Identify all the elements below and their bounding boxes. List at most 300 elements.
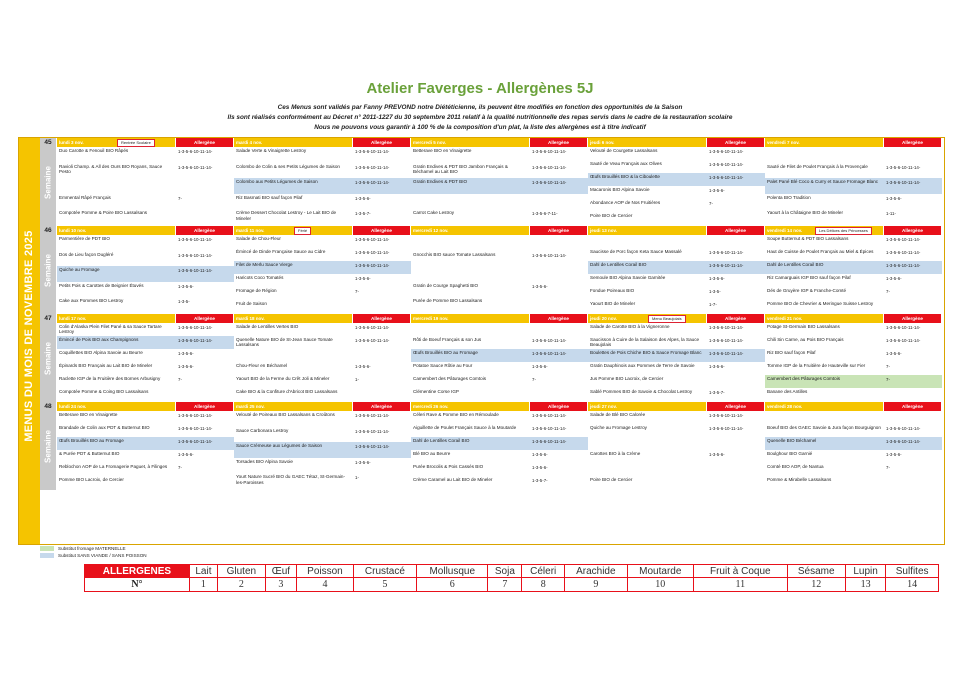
day-column (234, 226, 411, 314)
allergen-column-header: Allergène (884, 226, 941, 235)
dish-name: Colin d'Alaska Plein Filet Pané & sa Sauce Tartare Lestroy (59, 324, 162, 335)
dish-name: Soupe Butternut & PDT BIO Lassalsans (767, 236, 849, 241)
day-column (588, 138, 765, 226)
dish-name: Macaronis BIO Alpina Savoie (590, 187, 650, 192)
menu-row (57, 178, 234, 194)
dish-allergens: 1-3-5-6-10-11-14- (178, 413, 213, 418)
dish-allergens: 7- (178, 377, 182, 382)
dish-name: Carottes BIO à la Crème (590, 451, 641, 456)
allergen-column-header: Allergène (707, 138, 764, 147)
week-block (40, 314, 944, 402)
dish-name: Potatoe Sauce Rôtie au Four (413, 363, 473, 368)
menu-row (234, 147, 411, 163)
dish-allergens: 1-3-5-6-10-11-14- (886, 325, 921, 330)
dish-name: Œufs Brouillés BIO au Fromage (413, 350, 478, 355)
dish-name: Salade de Chou-Fleur (236, 236, 281, 241)
dish-allergens: 1-3-5- (178, 299, 190, 305)
dish-allergens: 1-7- (709, 302, 717, 307)
dish-name: Compotée Pomme & Poire BIO Lassalsans (59, 210, 148, 216)
dish-allergens: 1-3-5-6-10-11-14- (355, 180, 390, 186)
menu-row (588, 212, 765, 225)
day-header (411, 138, 529, 147)
dish-allergens: 1-3-5-6-10-11-14- (886, 263, 921, 268)
allergen-column-header: Allergène (353, 402, 410, 411)
dish-allergens: 1-3-5-6- (355, 276, 371, 281)
allergen-column-header: Allergène (353, 226, 410, 235)
dish-allergens: 1-3-5- (709, 289, 721, 294)
dish-allergens: 7- (178, 465, 182, 470)
dish-allergens: 1-3-5-6- (709, 188, 725, 193)
dish-name: & Purée PDT & Butternut BIO (59, 451, 120, 456)
week-label: Semaine (43, 166, 53, 199)
day-header (765, 226, 883, 235)
day-column (234, 314, 411, 402)
dish-name: Yaourt à la Châtaigne BIO de Mineler (767, 210, 844, 216)
menu-row (765, 388, 942, 401)
menu-row (588, 287, 765, 300)
menu-row (765, 235, 942, 248)
dish-name: Pomme & Mirabelle Lassalsans (767, 477, 832, 482)
menu-row (588, 388, 765, 401)
allergen-name: Crustacé (353, 565, 416, 578)
menu-row (588, 450, 765, 463)
allergen-name: Sulfites (886, 565, 939, 578)
week-side (40, 314, 56, 402)
menu-row (57, 235, 234, 251)
dish-name: Quenelle BIO Béchamel (767, 438, 817, 443)
day-date: mercredi 26 nov. (413, 404, 449, 409)
menu-row (765, 178, 942, 194)
allergen-number: 12 (787, 578, 845, 592)
dish-name: Velouté de Poireaux BIO Lassalsans & Croûtons (236, 412, 335, 417)
dish-allergens: 1-3-5-6-10-11-14- (532, 351, 567, 356)
dish-name: Brandade de Colin aux PDT & Butternut BIO (59, 425, 150, 430)
menu-row (765, 248, 942, 261)
dish-name: Fromage de Région (236, 288, 277, 293)
dish-allergens: 1-3-5-6-10-11-14- (886, 338, 921, 343)
dish-name: Riz Camarguais IGP BIO sauf façon Pilaf (767, 275, 851, 280)
dish-allergens: 1-3-5-6-10-11-14- (886, 180, 921, 186)
menu-row (765, 261, 942, 274)
month-label: MENUS DU MOIS DE NOVEMBRE 2025 (23, 230, 35, 442)
menu-row (411, 463, 588, 476)
menu-row (588, 235, 765, 248)
dish-name: Dahl de Lentilles Corail BIO (767, 262, 824, 267)
dish-name: Emmental Râpé Français (59, 194, 111, 200)
menu-row (57, 437, 234, 450)
dish-allergens: 1-3-5-6-10-11-14- (178, 252, 213, 258)
day-date: mercredi 12 nov. (413, 228, 449, 233)
menu-row (588, 274, 765, 287)
dish-name: Colombo de Colin & ses Petits Légumes de Saison (236, 163, 340, 169)
dish-name: Clémentine Corse IGP (413, 389, 459, 394)
menu-row (765, 463, 942, 476)
menu-row (765, 450, 942, 463)
allergen-number: 5 (353, 578, 416, 592)
dish-name: Ravioli Champ. & All des Ours BIO Royans, Sauce Pesto (59, 163, 163, 174)
dish-allergens: 7- (886, 364, 890, 369)
week-block (40, 138, 944, 226)
menu-row (57, 388, 234, 401)
menu-row (234, 349, 411, 362)
day-header (588, 226, 706, 235)
day-header (57, 402, 175, 411)
menu-row (57, 336, 234, 349)
allergen-header-cell: ALLERGENES (85, 565, 190, 578)
menu-row (234, 235, 411, 248)
dish-name: Palet Pané Blé Coco & Curry et Sauce Fromage Blanc (767, 179, 879, 185)
menu-row (57, 251, 234, 267)
day-date: jeudi 27 nov. (590, 404, 617, 409)
day-column (765, 314, 942, 402)
dish-name: Émincé de Pois BIO aux Champignons (59, 337, 139, 342)
allergen-number: 9 (565, 578, 627, 592)
dish-name: Fruit de Saison (236, 301, 267, 306)
allergen-number: 3 (265, 578, 296, 592)
menu-row (57, 297, 234, 313)
day-date: mercredi 19 nov. (413, 316, 449, 321)
day-header (57, 314, 175, 323)
menu-row (588, 261, 765, 274)
allergen-column-header: Allergène (176, 138, 233, 147)
dish-name: Reblochon AOP de La Fromagerie Paguet, à Filinges (59, 464, 168, 469)
allergen-column-header: Allergène (353, 138, 410, 147)
dish-name: Saucisse de Porc façon Keta Sauce Massalé (590, 249, 682, 254)
day-column (57, 226, 234, 314)
dish-name: Rôti de Boeuf Français & son Jus (413, 337, 482, 342)
allergen-names-row (85, 565, 939, 578)
allergen-number: 2 (217, 578, 265, 592)
dish-allergens: 1-3-5-6-10-11-14- (178, 439, 213, 444)
dish-name: Dés de Gruyère IGP & Franche-Comté (767, 288, 847, 293)
week-number: 48 (44, 403, 52, 410)
dish-name: Quenelle Nature BIO de St-Jean Sauce Tomate Lassalsans (236, 337, 333, 348)
menu-row (588, 199, 765, 212)
menu-row (765, 163, 942, 179)
dish-name: Quiche au Fromage (59, 267, 100, 273)
allergen-number: 1 (189, 578, 217, 592)
day-column (411, 226, 588, 314)
day-column (765, 402, 942, 490)
day-date: jeudi 6 nov. (590, 140, 615, 145)
menu-row (765, 336, 942, 349)
dish-name: Banane des Antilles (767, 389, 808, 394)
allergen-column-header: Allergène (176, 314, 233, 323)
dish-allergens: 7- (355, 289, 359, 294)
dish-allergens: 1-3-5-6- (355, 364, 371, 369)
allergen-name: Soja (488, 565, 522, 578)
dish-allergens: 1-3-5-6-10-11-14- (886, 439, 921, 444)
week-number: 45 (44, 139, 52, 146)
dish-name: Céleri Rave & Pomme BIO en Rémoulade (413, 412, 499, 417)
dish-name: Sauté de Filet de Poulet Français à la Provençale (767, 163, 868, 169)
day-column (411, 138, 588, 226)
dish-name: Sauté de Veau Français aux Olives (590, 161, 662, 166)
allergen-name: Sésame (787, 565, 845, 578)
menu-row (588, 349, 765, 362)
week-label: Semaine (43, 430, 53, 463)
menu-row (588, 375, 765, 388)
dish-allergens: 1-3-5-6-10-11-14- (355, 325, 390, 330)
menu-row (411, 349, 588, 362)
day-date: jeudi 20 nov. (590, 316, 617, 321)
dish-allergens: 1-3-5-6-10-11-14- (355, 250, 390, 255)
menu-row (411, 194, 588, 210)
dish-allergens: 1- (355, 475, 359, 481)
menu-row (234, 458, 411, 474)
week-block (40, 226, 944, 314)
allergen-column-header: Allergène (530, 314, 587, 323)
dish-allergens: 1-3-5-6-10-11-14- (532, 149, 567, 154)
week-label: Semaine (43, 342, 53, 375)
day-header (765, 314, 883, 323)
menu-row (234, 163, 411, 179)
menu-row (411, 476, 588, 489)
day-header (411, 314, 529, 323)
menu-row (588, 248, 765, 261)
day-column (57, 314, 234, 402)
menu-row (234, 194, 411, 210)
allergen-number-header: N° (85, 578, 190, 592)
menu-row (765, 375, 942, 388)
day-header (411, 226, 529, 235)
menu-row (588, 300, 765, 313)
allergen-column-header: Allergène (884, 138, 941, 147)
menu-row (588, 424, 765, 437)
allergen-column-header: Allergène (176, 226, 233, 235)
menu-row (411, 297, 588, 313)
day-column (234, 138, 411, 226)
allergen-name: Moutarde (627, 565, 694, 578)
dish-name: Gratin de Courge Spaghetti BIO (413, 282, 479, 288)
menu-row (234, 427, 411, 443)
menu-row (765, 437, 942, 450)
day-note-badge: Rentrée Scolaire (117, 139, 155, 147)
menu-row (765, 194, 942, 210)
dish-name: Parmentière de PDT BIO (59, 236, 110, 241)
legend-swatch-green (40, 546, 54, 551)
day-date: lundi 10 nov. (59, 228, 87, 233)
dish-allergens: 1-3-5-6-10-11-14- (709, 250, 744, 255)
dish-allergens: 1-3-5-7- (532, 478, 548, 483)
menu-row (588, 476, 765, 489)
menu-row (411, 282, 588, 298)
dish-allergens: 1-3-5-6-10-11-14- (709, 149, 744, 154)
allergen-numbers-row (85, 578, 939, 592)
dish-allergens: 1-3-5-6- (178, 351, 194, 356)
dish-name: Gnocchis BIO sauce Tomate Lassalsans (413, 251, 496, 257)
allergen-name: Céleri (522, 565, 565, 578)
dish-allergens: 1-3-5-6-10-11-14- (178, 149, 213, 154)
dish-name: Polenta BIO Tradition (767, 194, 811, 200)
dish-allergens: 1-3-5-6-10-11-14- (355, 263, 390, 268)
dish-name: Saucisson à Cuire de la Salaison des Alpes, la Sauce Beaujolais (590, 337, 700, 348)
legend-text-blue: Substitut SANS VIANDE / SANS POISSON (58, 553, 147, 558)
allergen-column-header: Allergène (884, 402, 941, 411)
menu-row (765, 147, 942, 163)
dish-allergens: 1-3-5-6-10-11-14- (532, 439, 567, 444)
dish-name: Abondance AOP de Nos Fruitières (590, 200, 661, 205)
dish-name: Boulettes de Pois Chiche BIO & Sauce Fromage Blanc (590, 350, 702, 355)
month-sidebar (19, 138, 40, 544)
day-date: jeudi 13 nov. (590, 228, 617, 233)
day-note-badge: Férié (294, 227, 311, 235)
dish-name: Yaourt BIO de la Ferme du Crêt Joli & Mineler (236, 376, 330, 381)
menu-row (234, 209, 411, 225)
dish-allergens: 1-3-5-6-10-11-14- (355, 164, 390, 170)
dish-name: Torsades BIO Alpina Savoie (236, 458, 293, 464)
day-header (234, 402, 352, 411)
menu-row (57, 163, 234, 179)
dish-allergens: 1-3-5-7- (355, 211, 371, 217)
day-column (57, 138, 234, 226)
dish-name: Cake BIO & la Confiture d'Abricot BIO Lassalsans (236, 389, 338, 394)
menu-row (588, 336, 765, 349)
menu-row (57, 282, 234, 298)
dish-name: Velouté de Courgette Lassalsans (590, 148, 658, 153)
dish-allergens: 1-3-5-6- (532, 465, 548, 470)
dish-name: Salade de Lentilles Vertes BIO (236, 324, 299, 329)
dish-allergens: 1-3-5-6-10-11-14- (709, 351, 744, 356)
menu-row (765, 209, 942, 225)
week-side (40, 226, 56, 314)
dish-name: Riz BIO sauf façon Pilaf (767, 350, 816, 355)
dish-allergens: 1-3-5-6- (886, 351, 902, 356)
dish-allergens: 1-3-5-6- (886, 195, 902, 201)
menu-row (234, 362, 411, 375)
dish-name: Crème Dessert Chocolat Lestroy - Le Lait BIO de Mineler (236, 210, 337, 221)
menu-row (765, 300, 942, 313)
menu-row (234, 274, 411, 287)
day-column (588, 314, 765, 402)
day-header (57, 138, 175, 147)
dish-allergens: 1-3-5-6-10-11-14- (355, 149, 390, 154)
dish-allergens: 1-3-5-6-10-11-14- (178, 164, 213, 170)
dish-name: Coquillettes BIO Alpina Savoie au Beurre (59, 350, 143, 355)
menu-row (57, 424, 234, 437)
menu-row (411, 266, 588, 282)
dish-name: Duo Carotte & Fenouil BIO Râpés (59, 148, 129, 153)
menu-row (57, 209, 234, 225)
dish-allergens: 1-3-5-6- (178, 364, 194, 369)
day-header (234, 226, 352, 235)
dish-allergens: 1-3-5-6-10-11-14- (886, 237, 921, 242)
dish-name: Fondue Poireaux BIO (590, 288, 635, 293)
dish-allergens: 1-3-5-7- (709, 390, 725, 395)
dish-name: Riz Basmati BIO sauf façon Pilaf (236, 194, 303, 200)
dish-allergens: 1-3-5-6-10-11-14- (178, 426, 213, 431)
menu-row (57, 450, 234, 463)
menu-row (411, 235, 588, 251)
dish-allergens: 1-3-5-6- (886, 452, 902, 457)
header-line-2: Ils sont réalisés conformément au Décret n° 2011-1227 du 30 septembre 2011 relatif à la qualité nutritionnelle des repas servis dans le cadre de la restauration scolaire (227, 114, 733, 121)
dish-name: Petits Pois & Carottes de Beignier Étuvés (59, 282, 144, 288)
dish-allergens: 1-3-5-6-10-11-14- (709, 413, 744, 418)
day-date: lundi 24 nov. (59, 404, 87, 409)
dish-name: Gratin Endives & PDT BIO Jambon Français & Béchamel au Lait BIO (413, 163, 508, 174)
dish-allergens: 1-3-5-6-10-11-14- (178, 268, 213, 274)
dish-name: Jus Pomme BIO Lacroix, de Cercier (590, 376, 664, 381)
allergen-number: 6 (417, 578, 488, 592)
dish-name: Betterave BIO en Vinaigrette (413, 148, 472, 153)
dish-allergens: 1-3-5-6-10-11-14- (178, 237, 213, 242)
dish-allergens: 1- (355, 377, 359, 382)
dish-allergens: 1-3-5-6-10-11-14- (709, 263, 744, 268)
dish-allergens: 1-3-5-6-10-11-14- (709, 325, 744, 330)
week-number: 47 (44, 315, 52, 322)
dish-name: Purée Brocolis & Pois Cassés BIO (413, 464, 484, 469)
day-date: mardi 25 nov. (236, 404, 265, 409)
dish-allergens: 1-3-5-6-10-11-14- (532, 338, 567, 343)
menu-row (234, 261, 411, 274)
menu-row (765, 287, 942, 300)
menu-grid (18, 137, 945, 545)
menu-row (411, 209, 588, 225)
day-column (234, 402, 411, 490)
allergen-column-header: Allergène (530, 138, 587, 147)
menu-row (765, 476, 942, 489)
dish-allergens: 1-3-5-6-10-11-14- (355, 444, 390, 450)
allergen-column-header: Allergène (530, 226, 587, 235)
menu-row (411, 375, 588, 388)
menu-row (57, 147, 234, 163)
menu-row (57, 323, 234, 336)
dish-name: Chou-Fleur en Béchamel (236, 363, 288, 368)
dish-name: Semoule BIO Alpina Savoie Garnitée (590, 275, 666, 280)
menu-row (765, 323, 942, 336)
menu-row (57, 411, 234, 424)
allergen-table (84, 564, 939, 592)
menu-row (57, 362, 234, 375)
day-header (411, 402, 529, 411)
dish-allergens: 7- (886, 465, 890, 470)
legend-text-green: Substitut fromage MATERNELLE (58, 546, 126, 551)
day-header (765, 402, 883, 411)
allergen-name: Lupin (845, 565, 885, 578)
menu-row (588, 437, 765, 450)
dish-name: Chili Sin Carne, au Pois BIO Français (767, 337, 844, 342)
menu-row (234, 178, 411, 194)
dish-name: Pomme BIO de Chevrier & Meringue Suisse Lestroy (767, 301, 874, 306)
week-number: 46 (44, 227, 52, 234)
allergen-number: 13 (845, 578, 885, 592)
menu-row (588, 362, 765, 375)
menu-row (411, 424, 588, 437)
menu-row (57, 463, 234, 476)
dish-name: Crème Caramel au Lait BIO de Mineler (413, 477, 493, 482)
day-date: vendredi 28 nov. (767, 404, 803, 409)
dish-name: Haut de Cuisse de Poulet Français au Miel & Épices (767, 249, 874, 254)
allergen-number: 8 (522, 578, 565, 592)
dish-allergens: 1-3-5-6- (709, 452, 725, 457)
dish-name: Filet de Merlu Sauce Vierge (236, 262, 293, 267)
week-side (40, 138, 56, 226)
menu-row (765, 362, 942, 375)
dish-name: Salade Verte & Vinaigrette Lestroy (236, 148, 307, 153)
menu-row (57, 375, 234, 388)
day-header (57, 226, 175, 235)
dish-allergens: 1-3-5-6- (886, 276, 902, 281)
day-column (57, 402, 234, 490)
menu-row (411, 336, 588, 349)
allergen-name: Œuf (265, 565, 296, 578)
day-date: vendredi 7 nov. (767, 140, 800, 145)
menu-row (234, 336, 411, 349)
menu-row (588, 173, 765, 186)
dish-name: Comté BIO AOP, de Nantua (767, 464, 824, 469)
menu-row (588, 147, 765, 160)
menu-row (411, 251, 588, 267)
